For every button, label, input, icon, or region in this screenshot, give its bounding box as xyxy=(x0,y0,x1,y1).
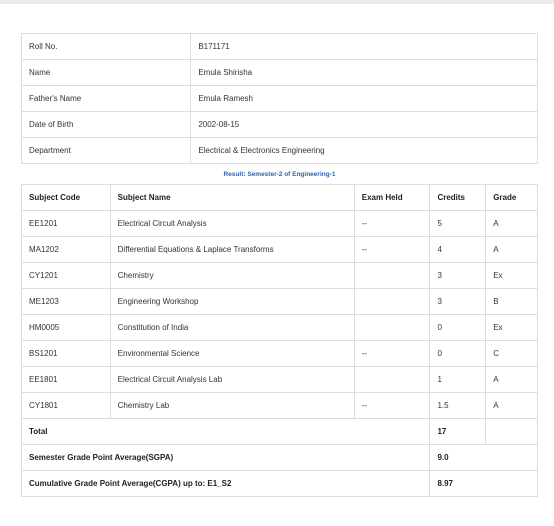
credits: 1.5 xyxy=(430,393,486,419)
credits: 4 xyxy=(430,237,486,263)
name-label: Name xyxy=(22,60,191,86)
grade: A xyxy=(486,211,538,237)
exam-held xyxy=(354,289,430,315)
department-value: Electrical & Electronics Engineering xyxy=(191,138,538,164)
subject-name: Chemistry Lab xyxy=(110,393,354,419)
grade: C xyxy=(486,341,538,367)
subject-name: Differential Equations & Laplace Transforms xyxy=(110,237,354,263)
header-subject-code: Subject Code xyxy=(22,185,111,211)
student-info-table xyxy=(21,33,538,164)
exam-held: -- xyxy=(354,237,430,263)
table-row xyxy=(22,341,538,367)
subject-name: Constitution of India xyxy=(110,315,354,341)
info-row-dob xyxy=(22,112,538,138)
table-row xyxy=(22,367,538,393)
credits: 0 xyxy=(430,315,486,341)
grade: A xyxy=(486,367,538,393)
header-subject-name: Subject Name xyxy=(110,185,354,211)
subject-name: Engineering Workshop xyxy=(110,289,354,315)
info-row-roll xyxy=(22,34,538,60)
info-row-department xyxy=(22,138,538,164)
info-row-father xyxy=(22,86,538,112)
cgpa-label: Cumulative Grade Point Average(CGPA) up to: E1_S2 xyxy=(22,471,430,497)
subject-name: Electrical Circuit Analysis xyxy=(110,211,354,237)
credits: 5 xyxy=(430,211,486,237)
table-row xyxy=(22,211,538,237)
credits: 0 xyxy=(430,341,486,367)
header-exam-held: Exam Held xyxy=(354,185,430,211)
subject-code: CY1201 xyxy=(22,263,111,289)
sgpa-row xyxy=(22,445,538,471)
top-bar xyxy=(0,0,554,4)
header-grade: Grade xyxy=(486,185,538,211)
subject-code: EE1801 xyxy=(22,367,111,393)
grade: B xyxy=(486,289,538,315)
subject-code: EE1201 xyxy=(22,211,111,237)
name-value: Emula Shirisha xyxy=(191,60,538,86)
credits: 3 xyxy=(430,263,486,289)
subject-name: Chemistry xyxy=(110,263,354,289)
grade: Ex xyxy=(486,315,538,341)
info-row-name xyxy=(22,60,538,86)
result-title: Result: Semester-2 of Engineering-1 xyxy=(223,171,336,178)
credits: 3 xyxy=(430,289,486,315)
sgpa-label: Semester Grade Point Average(SGPA) xyxy=(22,445,430,471)
exam-held: -- xyxy=(354,341,430,367)
exam-held: -- xyxy=(354,393,430,419)
table-row xyxy=(22,393,538,419)
subject-name: Electrical Circuit Analysis Lab xyxy=(110,367,354,393)
subject-code: HM0005 xyxy=(22,315,111,341)
grades-header-row xyxy=(22,185,538,211)
grade: Ex xyxy=(486,263,538,289)
dob-value: 2002-08-15 xyxy=(191,112,538,138)
subject-name: Environmental Science xyxy=(110,341,354,367)
table-row xyxy=(22,315,538,341)
table-row xyxy=(22,289,538,315)
department-label: Department xyxy=(22,138,191,164)
subject-code: ME1203 xyxy=(22,289,111,315)
cgpa-value: 8.97 xyxy=(430,471,538,497)
exam-held: -- xyxy=(354,211,430,237)
subject-code: BS1201 xyxy=(22,341,111,367)
dob-label: Date of Birth xyxy=(22,112,191,138)
total-label: Total xyxy=(22,419,430,445)
subject-code: CY1801 xyxy=(22,393,111,419)
grade: A xyxy=(486,393,538,419)
roll-value: B171171 xyxy=(191,34,538,60)
total-row xyxy=(22,419,538,445)
table-row xyxy=(22,237,538,263)
grades-table xyxy=(21,184,538,497)
grade: A xyxy=(486,237,538,263)
header-credits: Credits xyxy=(430,185,486,211)
father-name-label: Father's Name xyxy=(22,86,191,112)
cgpa-row xyxy=(22,471,538,497)
table-row xyxy=(22,263,538,289)
sgpa-value: 9.0 xyxy=(430,445,538,471)
exam-held xyxy=(354,367,430,393)
subject-code: MA1202 xyxy=(22,237,111,263)
roll-label: Roll No. xyxy=(22,34,191,60)
exam-held xyxy=(354,315,430,341)
total-credits: 17 xyxy=(430,419,486,445)
total-grade-empty xyxy=(486,419,538,445)
father-name-value: Emula Ramesh xyxy=(191,86,538,112)
exam-held xyxy=(354,263,430,289)
credits: 1 xyxy=(430,367,486,393)
